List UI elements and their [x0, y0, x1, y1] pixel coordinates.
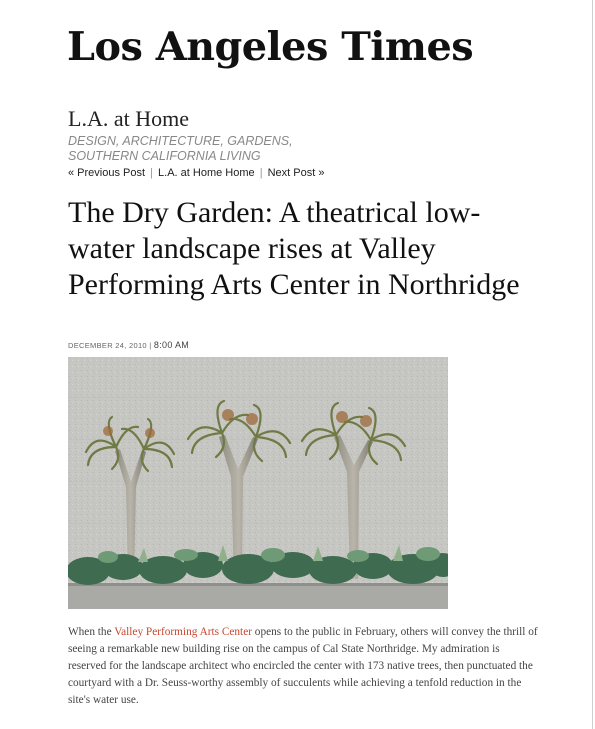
tagline-line-2: SOUTHERN CALIFORNIA LIVING — [68, 149, 261, 163]
article-body — [68, 624, 538, 709]
body-intro: When the — [68, 626, 115, 638]
blog-title[interactable]: L.A. at Home — [68, 106, 189, 131]
article-dateline — [68, 340, 189, 350]
article-headline: The Dry Garden: A theatrical low-water landscape rises at Valley Performing Arts Center in Northridge — [68, 196, 520, 301]
post-navigation — [68, 167, 324, 179]
next-post-link[interactable]: Next Post » — [267, 167, 325, 179]
blog-tagline — [68, 134, 368, 164]
valley-performing-arts-center-link[interactable]: Valley Performing Arts Center — [114, 626, 252, 638]
body-rest: opens to the public in February, others will convey the thrill of seeing a remarkable new building rise on the campus of Cal State Northridge. My admiration is reserved for the landscape architect who encircled the center with 173 native trees, then punctuated the courtyard with a Dr. Seuss-worthy assembly of succulents while achieving a tenfold reduction in the site's water use. — [68, 626, 538, 706]
blog-home-link[interactable]: L.A. at Home Home — [158, 167, 255, 179]
article-time: 8:00 AM — [153, 340, 190, 350]
article-photo — [68, 357, 448, 609]
previous-post-link[interactable]: « Previous Post — [68, 167, 146, 179]
photo-garden-trees-icon — [68, 357, 448, 609]
masthead-logo[interactable]: Los Angeles Times — [67, 24, 474, 70]
article-date: DECEMBER 24, 2010 | — [68, 341, 152, 350]
page-border — [592, 0, 593, 729]
nav-separator: | — [259, 167, 263, 179]
tagline-line-1: DESIGN, ARCHITECTURE, GARDENS, — [68, 134, 293, 148]
nav-separator: | — [150, 167, 153, 179]
